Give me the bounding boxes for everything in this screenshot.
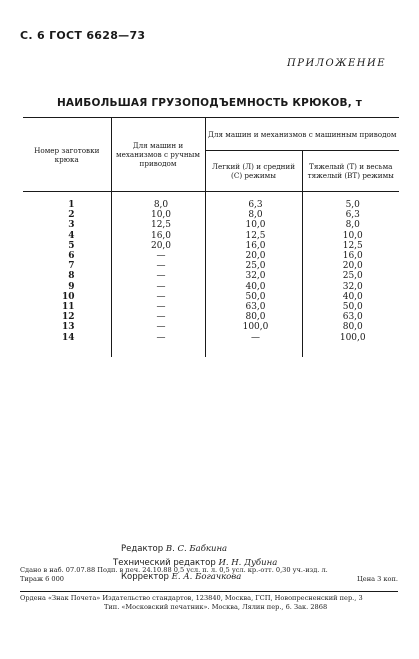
cell-manual-drive: — xyxy=(111,292,205,302)
header-blank-number: Номер заготовки крюка xyxy=(23,118,111,192)
table-row xyxy=(23,302,399,312)
cell-heavy: 80,0 xyxy=(302,322,399,332)
cell-heavy: 12,5 xyxy=(302,241,399,251)
cell-heavy: 50,0 xyxy=(302,302,399,312)
cell-manual-drive: 10,0 xyxy=(111,210,205,220)
header-machine-drive: Для машин и механизмов с машинным приводом xyxy=(205,118,399,151)
cell-blank-number: 1 xyxy=(68,200,75,210)
hook-capacity-table xyxy=(23,117,399,357)
cell-light-medium: 63,0 xyxy=(205,302,302,312)
cell-light-medium: 20,0 xyxy=(205,251,302,261)
cell-manual-drive: 12,5 xyxy=(111,220,205,230)
cell-blank-number: 4 xyxy=(68,230,75,241)
print-info-line: Сдано в наб. 07.07.88 Подп. в печ. 24.10.88 0,5 усл. п. л. 0,5 усл. кр.-отт. 0,30 уч.-изд. л. xyxy=(20,566,328,574)
cell-blank-number: 11 xyxy=(61,302,75,313)
table-row xyxy=(23,271,399,281)
header-manual-drive: Для машин и механизмов с ручным приводом xyxy=(111,118,205,192)
cell-blank-number: 9 xyxy=(68,281,75,292)
cell-light-medium: 12,5 xyxy=(205,231,302,241)
cell-light-medium: — xyxy=(205,333,302,357)
cell-manual-drive: — xyxy=(111,302,205,312)
cell-manual-drive: — xyxy=(111,312,205,322)
appendix-label: ПРИЛОЖЕНИЕ xyxy=(287,58,386,69)
cell-manual-drive: — xyxy=(111,322,205,332)
cell-manual-drive: — xyxy=(111,333,205,357)
page-header-code: С. 6 ГОСТ 6628—73 xyxy=(20,29,146,42)
cell-light-medium: 8,0 xyxy=(205,210,302,220)
cell-light-medium: 50,0 xyxy=(205,292,302,302)
print-info xyxy=(20,566,398,584)
cell-blank-number: 6 xyxy=(68,251,75,262)
editor-line: Редактор В. С. Бабкина xyxy=(121,544,228,554)
cell-blank-number: 5 xyxy=(68,240,75,251)
cell-manual-drive: 20,0 xyxy=(111,241,205,251)
table-row xyxy=(23,220,399,230)
cell-heavy: 40,0 xyxy=(302,292,399,302)
cell-manual-drive: — xyxy=(111,261,205,271)
table-row xyxy=(23,251,399,261)
divider xyxy=(20,591,398,592)
cell-blank-number: 7 xyxy=(68,261,75,272)
editor-name: В. С. Бабкина xyxy=(165,544,228,554)
cell-heavy: 10,0 xyxy=(302,231,399,241)
header-heavy-mode: Тяжелый (Т) и весьма тяжелый (ВТ) режимы xyxy=(302,151,399,192)
proofreader-name: Е. А. Богачкова xyxy=(171,572,242,582)
cell-light-medium: 40,0 xyxy=(205,282,302,292)
cell-heavy: 32,0 xyxy=(302,282,399,292)
table-row xyxy=(23,192,399,211)
cell-blank-number: 2 xyxy=(68,210,75,221)
cell-manual-drive: — xyxy=(111,251,205,261)
cell-heavy: 25,0 xyxy=(302,271,399,281)
cell-light-medium: 25,0 xyxy=(205,261,302,271)
cell-heavy: 16,0 xyxy=(302,251,399,261)
cell-heavy: 100,0 xyxy=(302,333,399,357)
price: Цена 3 коп. xyxy=(357,575,398,583)
document-title: НАИБОЛЬШАЯ ГРУЗОПОДЪЕМНОСТЬ КРЮКОВ, т xyxy=(56,97,363,109)
cell-light-medium: 16,0 xyxy=(205,241,302,251)
tech-editor-line: Технический редактор И. Н. Дубина xyxy=(113,558,278,568)
printer-line: Тип. «Московский печатник». Москва, Лялин пер., 6. Зак. 2868 xyxy=(104,603,328,611)
cell-manual-drive: 16,0 xyxy=(111,231,205,241)
cell-blank-number: 12 xyxy=(61,312,75,323)
proofreader-line: Корректор Е. А. Богачкова xyxy=(121,572,242,582)
cell-heavy: 20,0 xyxy=(302,261,399,271)
table-row xyxy=(23,231,399,241)
cell-light-medium: 6,3 xyxy=(205,192,302,211)
cell-manual-drive: — xyxy=(111,271,205,281)
cell-heavy: 5,0 xyxy=(302,192,399,211)
cell-light-medium: 100,0 xyxy=(205,322,302,332)
cell-light-medium: 10,0 xyxy=(205,220,302,230)
cell-light-medium: 32,0 xyxy=(205,271,302,281)
circulation: Тираж 6 000 xyxy=(20,575,64,583)
table-row xyxy=(23,292,399,302)
cell-manual-drive: 8,0 xyxy=(111,192,205,211)
cell-blank-number: 14 xyxy=(61,332,75,343)
cell-blank-number: 13 xyxy=(61,322,75,333)
tech-editor-name: И. Н. Дубина xyxy=(218,558,278,568)
table-row xyxy=(23,333,399,357)
cell-blank-number: 3 xyxy=(68,220,75,231)
publisher-line: Ордена «Знак Почета» Издательство стандартов, 123840, Москва, ГСП, Новопресненский пер., 3 xyxy=(20,594,363,602)
table-row xyxy=(23,241,399,251)
publisher-info xyxy=(20,594,398,612)
header-light-medium-mode: Легкий (Л) и средний (С) режимы xyxy=(205,151,302,192)
cell-blank-number: 8 xyxy=(68,271,75,282)
cell-heavy: 6,3 xyxy=(302,210,399,220)
table-row xyxy=(23,210,399,220)
table-row xyxy=(23,322,399,332)
cell-blank-number: 10 xyxy=(61,291,75,302)
table-row xyxy=(23,282,399,292)
cell-light-medium: 80,0 xyxy=(205,312,302,322)
cell-heavy: 63,0 xyxy=(302,312,399,322)
cell-heavy: 8,0 xyxy=(302,220,399,230)
cell-manual-drive: — xyxy=(111,282,205,292)
table-row xyxy=(23,312,399,322)
table-row xyxy=(23,261,399,271)
